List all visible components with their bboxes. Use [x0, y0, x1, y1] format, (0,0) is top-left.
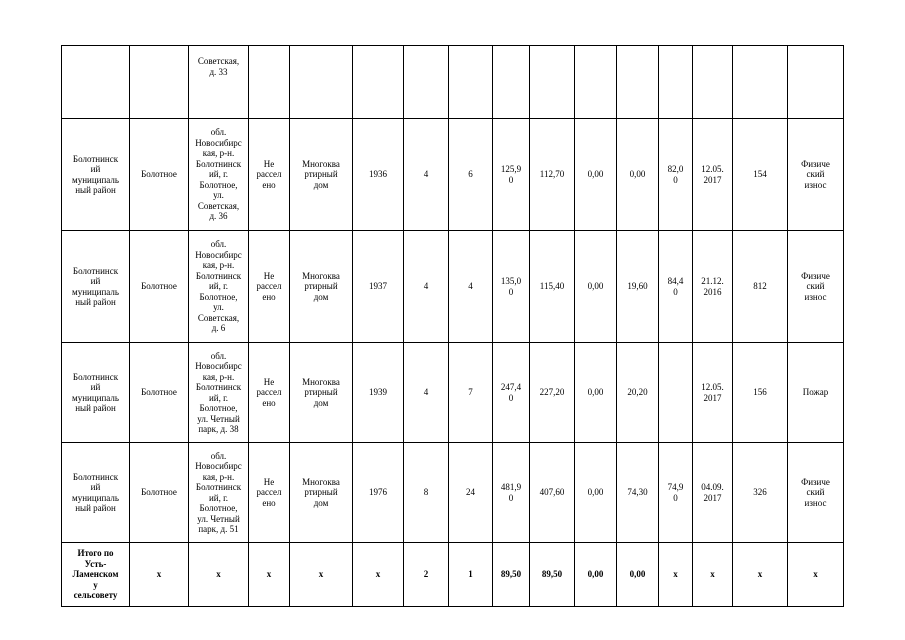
total-cell: х	[693, 543, 733, 607]
cell-status: Не рассел ено	[249, 119, 290, 231]
total-cell: х	[733, 543, 788, 607]
cell-address: обл. Новосибирс кая, р-н. Болотнинск ий, г. Болотное, ул. Четный парк, д. 51	[189, 443, 249, 543]
cell-reason: Физиче ский износ	[788, 119, 844, 231]
cell-settlement: Болотное	[130, 231, 189, 343]
cell-status: Не рассел ено	[249, 343, 290, 443]
table-row	[62, 343, 844, 443]
cell-value-a: 0,00	[575, 231, 617, 343]
cell-area-living: 407,60	[530, 443, 575, 543]
total-row	[62, 543, 844, 607]
cell-value-a: 0,00	[575, 443, 617, 543]
total-cell: 1	[449, 543, 493, 607]
cell-year: 1939	[353, 343, 404, 443]
cell-wear: 84,4 0	[659, 231, 693, 343]
cell-address	[189, 46, 249, 119]
total-cell: х	[788, 543, 844, 607]
cell-value-a: 0,00	[575, 343, 617, 443]
cell-date: 04.09. 2017	[693, 443, 733, 543]
address-line: д. 33	[209, 66, 228, 77]
cell-area-total: 481,9 0	[493, 443, 530, 543]
cell-district: Болотнинск ий муниципаль ный район	[62, 231, 130, 343]
total-cell: 89,50	[530, 543, 575, 607]
cell-date: 21.12. 2016	[693, 231, 733, 343]
total-cell: 2	[404, 543, 449, 607]
total-cell: х	[189, 543, 249, 607]
cell-doc-number: 812	[733, 231, 788, 343]
cell-year: 1976	[353, 443, 404, 543]
cell-apartments: 24	[449, 443, 493, 543]
cell-area-total: 125,9 0	[493, 119, 530, 231]
total-cell: х	[659, 543, 693, 607]
cell-district: Болотнинск ий муниципаль ный район	[62, 343, 130, 443]
cell-settlement: Болотное	[130, 443, 189, 543]
cell-area-total: 247,4 0	[493, 343, 530, 443]
cell-reason: Физиче ский износ	[788, 443, 844, 543]
total-cell: 89,50	[493, 543, 530, 607]
cell-address: обл. Новосибирс кая, р-н. Болотнинск ий, г. Болотное, ул. Советская, д. 36	[189, 119, 249, 231]
cell-building-type: Многоква ртирный дом	[290, 231, 353, 343]
table-row	[62, 231, 844, 343]
cell-year: 1937	[353, 231, 404, 343]
cell-doc-number: 156	[733, 343, 788, 443]
cell-wear: 74,9 0	[659, 443, 693, 543]
cell-value-b: 19,60	[617, 231, 659, 343]
cell-doc-number: 154	[733, 119, 788, 231]
cell-apartments: 6	[449, 119, 493, 231]
cell-wear	[659, 343, 693, 443]
total-cell: х	[353, 543, 404, 607]
cell-floors: 4	[404, 343, 449, 443]
cell-settlement: Болотное	[130, 119, 189, 231]
cell-building-type: Многоква ртирный дом	[290, 443, 353, 543]
total-label: Итого по Усть- Ламенском у сельсовету	[62, 543, 130, 607]
cell-settlement: Болотное	[130, 343, 189, 443]
total-cell: х	[130, 543, 189, 607]
cell-settlement	[130, 46, 189, 119]
cell-area-total: 135,0 0	[493, 231, 530, 343]
cell-value-b: 74,30	[617, 443, 659, 543]
cell-area-living: 227,20	[530, 343, 575, 443]
address-line: Советская,	[197, 56, 240, 66]
cell-date: 12.05. 2017	[693, 119, 733, 231]
cell-value-b: 20,20	[617, 343, 659, 443]
cell-reason: Физиче ский износ	[788, 231, 844, 343]
cell-value-b: 0,00	[617, 119, 659, 231]
cell-district: Болотнинск ий муниципаль ный район	[62, 119, 130, 231]
cell-value-a: 0,00	[575, 119, 617, 231]
cell-apartments: 7	[449, 343, 493, 443]
cell-floors: 4	[404, 119, 449, 231]
table-row-partial	[62, 46, 844, 119]
cell-address: обл. Новосибирс кая, р-н. Болотнинск ий, г. Болотное, ул. Четный парк, д. 38	[189, 343, 249, 443]
cell-apartments: 4	[449, 231, 493, 343]
cell-status: Не рассел ено	[249, 443, 290, 543]
cell-floors: 8	[404, 443, 449, 543]
total-cell: х	[290, 543, 353, 607]
housing-registry-table	[61, 45, 844, 607]
cell-reason: Пожар	[788, 343, 844, 443]
cell-district	[62, 46, 130, 119]
cell-date: 12.05. 2017	[693, 343, 733, 443]
cell-doc-number: 326	[733, 443, 788, 543]
total-cell: 0,00	[617, 543, 659, 607]
cell-area-living: 115,40	[530, 231, 575, 343]
cell-year: 1936	[353, 119, 404, 231]
cell-address: обл. Новосибирс кая, р-н. Болотнинск ий, г. Болотное, ул. Советская, д. 6	[189, 231, 249, 343]
total-cell: 0,00	[575, 543, 617, 607]
cell-floors: 4	[404, 231, 449, 343]
table-row	[62, 119, 844, 231]
cell-area-living: 112,70	[530, 119, 575, 231]
table-row	[62, 443, 844, 543]
cell-wear: 82,0 0	[659, 119, 693, 231]
cell-building-type: Многоква ртирный дом	[290, 119, 353, 231]
cell-district: Болотнинск ий муниципаль ный район	[62, 443, 130, 543]
cell-building-type: Многоква ртирный дом	[290, 343, 353, 443]
cell-status: Не рассел ено	[249, 231, 290, 343]
total-cell: х	[249, 543, 290, 607]
